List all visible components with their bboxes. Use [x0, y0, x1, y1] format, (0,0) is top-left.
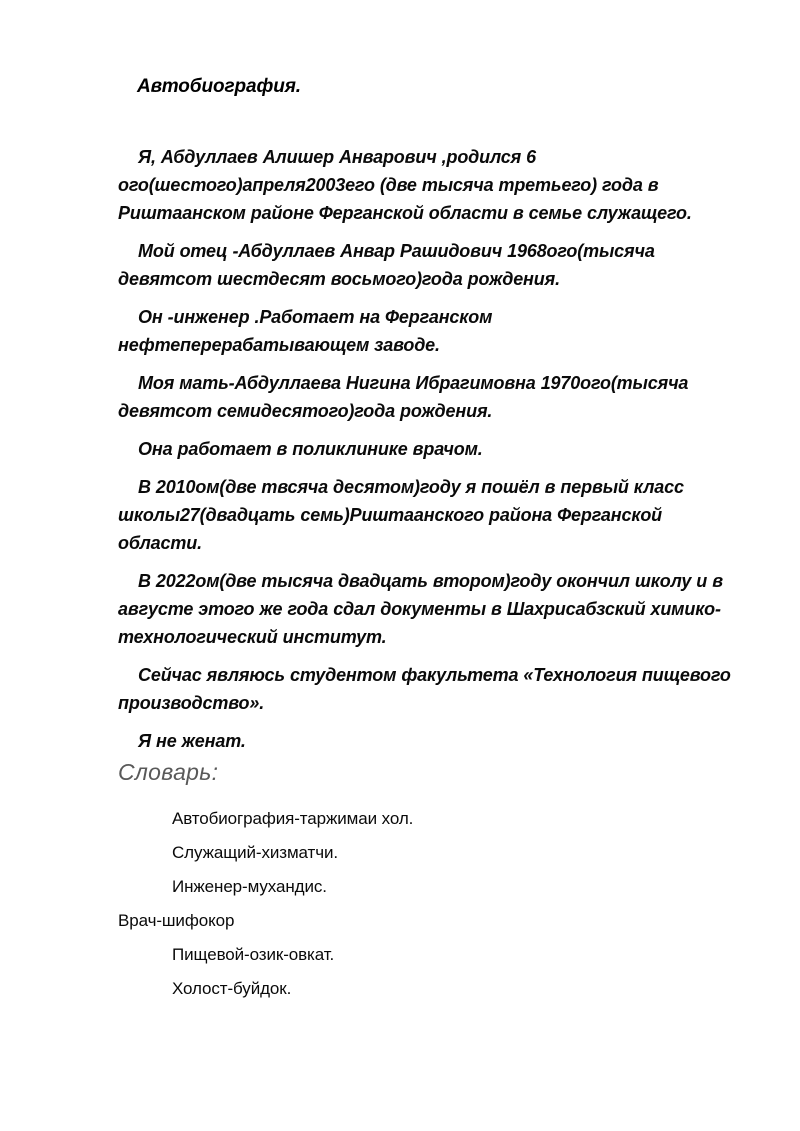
paragraph-marital-status: Я не женат.: [138, 731, 246, 751]
glossary-heading: Словарь:: [118, 759, 219, 785]
glossary-item-employee: Служащий-хизматчи.: [172, 843, 338, 862]
paragraph-father-job: Он -инженер .Работает на Ферганском нефтеперерабатывающем заводе.: [118, 307, 493, 355]
paragraph-graduation: В 2022ом(две тысяча двадцать втором)году окончил школу и в августе этого же года сдал документы в Шахрисабзский химико-технологический институт.: [118, 571, 723, 647]
paragraph-intro: Я, Абдуллаев Алишер Анварович ,родился 6 ого(шестого)апреля2003его (две тысяча третьего) года в Риштаанском районе Ферганской области в семье служащего.: [118, 147, 692, 223]
glossary-item-autobiography: Автобиография-таржимаи хол.: [172, 809, 414, 828]
glossary-item-doctor: Врач-шифокор: [118, 911, 235, 930]
glossary-list: [118, 802, 744, 1006]
glossary-item-engineer: Инженер-мухандис.: [172, 877, 327, 896]
paragraph-current-study: Сейчас являюсь студентом факультета «Технология пищевого производство».: [118, 665, 731, 713]
paragraph-school-start: В 2010ом(две твсяча десятом)году я пошёл в первый класс школы27(двадцать семь)Риштаанского района Ферганской области.: [118, 477, 684, 553]
glossary-item-food: Пищевой-озик-овкат.: [172, 945, 335, 964]
glossary-section: [118, 758, 744, 1006]
page-title: Автобиография.: [137, 76, 301, 97]
paragraph-mother-job: Она работает в поликлинике врачом.: [138, 439, 483, 459]
paragraph-father: Мой отец -Абдуллаев Анвар Рашидович 1968ого(тысяча девятсот шестдесят восьмого)года рождения.: [118, 241, 655, 289]
paragraph-mother: Моя мать-Абдуллаева Нигина Ибрагимовна 1970ого(тысяча девятсот семидесятого)года рождения.: [118, 373, 689, 421]
autobiography-body: [118, 143, 744, 765]
glossary-item-single: Холост-буйдок.: [172, 979, 292, 998]
